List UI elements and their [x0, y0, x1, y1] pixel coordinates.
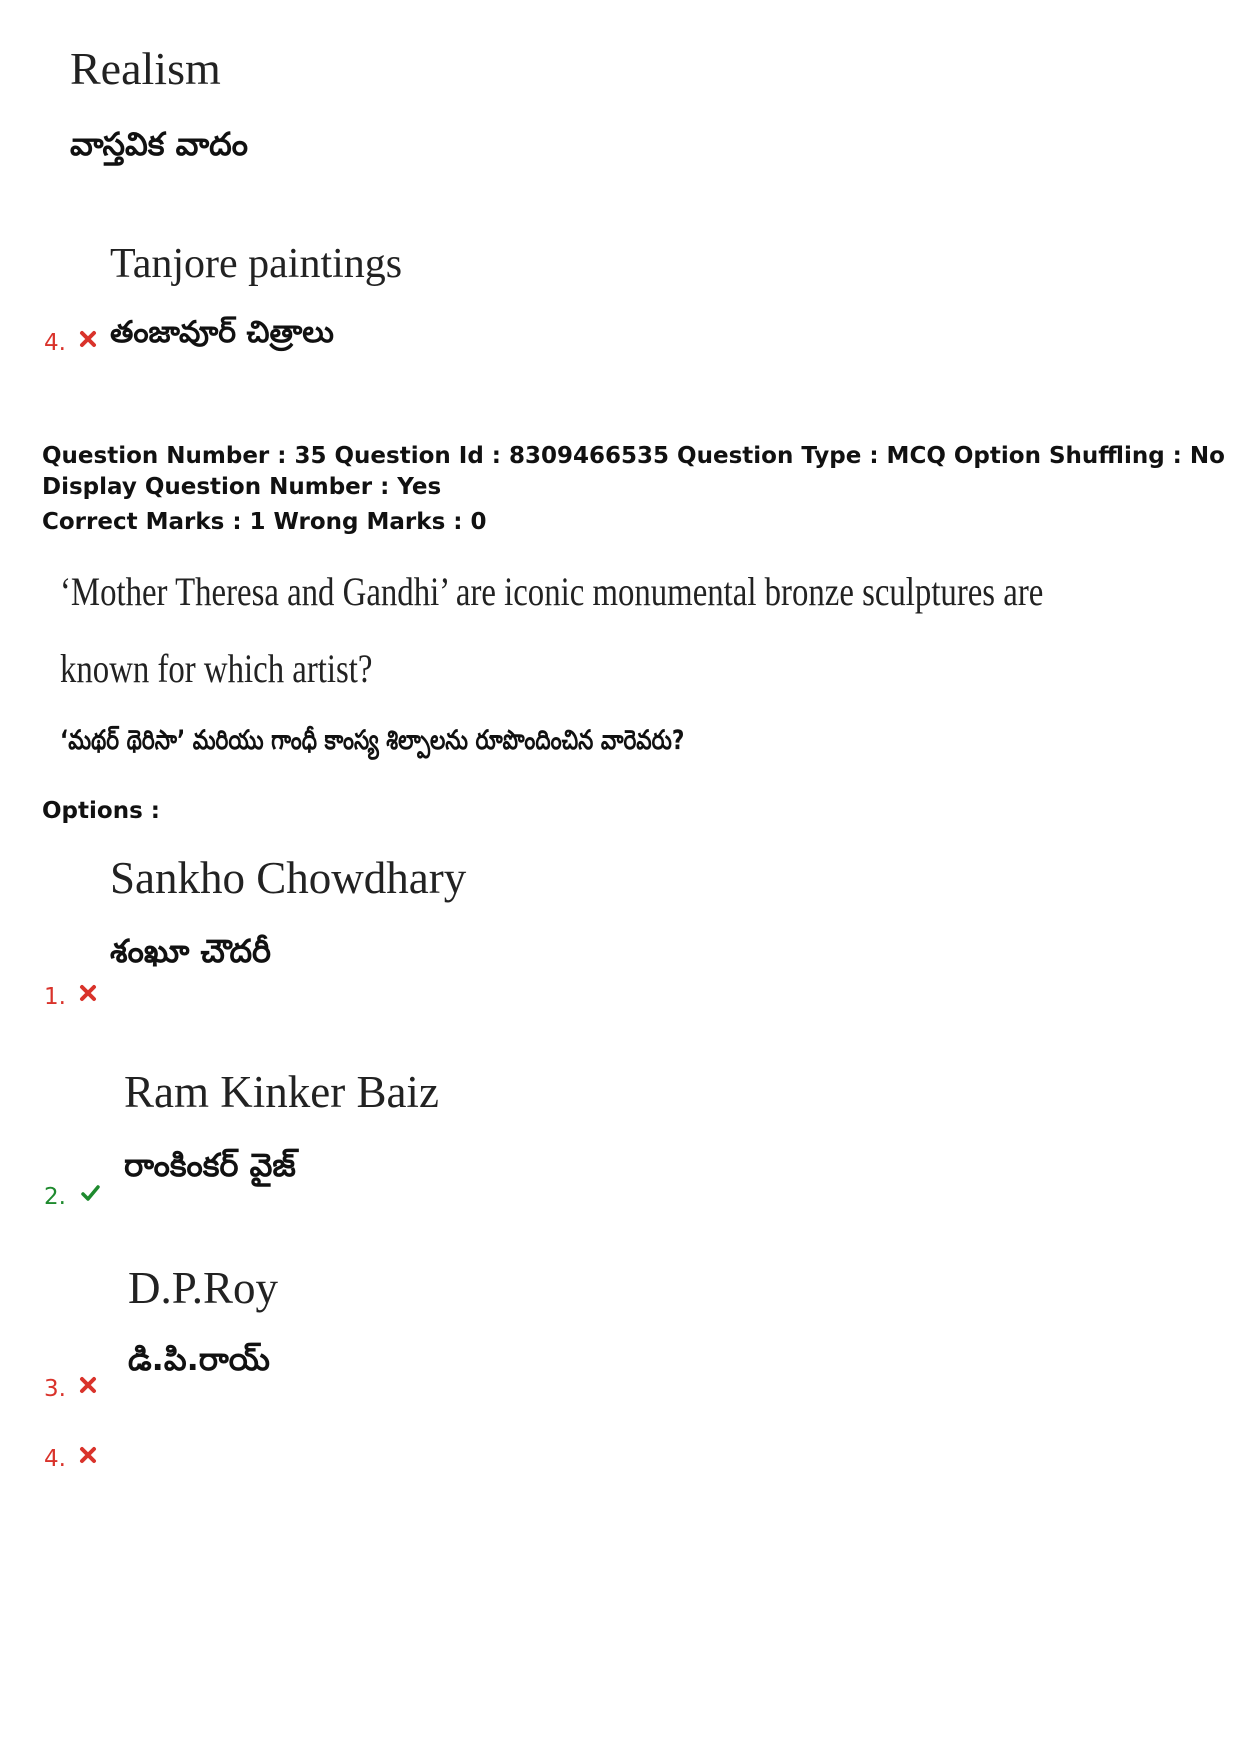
- option1-telugu: శంఖూ చౌదరీ: [110, 932, 272, 970]
- option-number: 1.: [44, 984, 66, 1010]
- cross-icon: [79, 1376, 97, 1394]
- option-number: 4.: [44, 1446, 66, 1472]
- option2-telugu: రాంకింకర్ వైజ్: [124, 1146, 296, 1184]
- option3-telugu: డి.పి.రాయ్: [128, 1340, 270, 1378]
- question-text-telugu: ‘మథర్ థెరిసా’ మరియు గాంధీ కాంస్య శిల్పాలను రూపొందించిన వారెవరు?: [60, 725, 685, 756]
- question-text-english-line1: ‘Mother Theresa and Gandhi’ are iconic monumental bronze sculptures are: [60, 569, 1044, 614]
- option1-english: Sankho Chowdhary: [110, 853, 467, 903]
- prev-option4-marker: [44, 330, 97, 356]
- prev-option3-english: Realism: [70, 43, 221, 94]
- question-meta-line3: Correct Marks : 1 Wrong Marks : 0: [42, 509, 487, 535]
- prev-option3-telugu: వాస్తవిక వాదం: [70, 125, 248, 163]
- option-number: 3.: [44, 1376, 66, 1402]
- option1-marker: [44, 984, 97, 1010]
- option-number: 2.: [44, 1184, 66, 1210]
- question-meta-line1: Question Number : 35 Question Id : 8309466535 Question Type : MCQ Option Shuffling : No: [42, 443, 1225, 469]
- prev-option4-english: Tanjore paintings: [110, 241, 403, 287]
- check-icon: [79, 1184, 101, 1202]
- question-meta-line2: Display Question Number : Yes: [42, 474, 442, 500]
- cross-icon: [79, 330, 97, 348]
- option4-marker: [44, 1446, 97, 1472]
- option3-marker: [44, 1376, 97, 1402]
- cross-icon: [79, 1446, 97, 1464]
- options-label: Options :: [42, 798, 160, 824]
- option2-marker: [44, 1184, 101, 1210]
- prev-option4-telugu: తంజావూర్ చిత్రాలు: [110, 315, 334, 350]
- option-number: 4.: [44, 330, 66, 356]
- option2-english: Ram Kinker Baiz: [124, 1067, 439, 1117]
- question-text-english-line2: known for which artist?: [60, 646, 373, 691]
- cross-icon: [79, 984, 97, 1002]
- option3-english: D.P.Roy: [128, 1263, 279, 1313]
